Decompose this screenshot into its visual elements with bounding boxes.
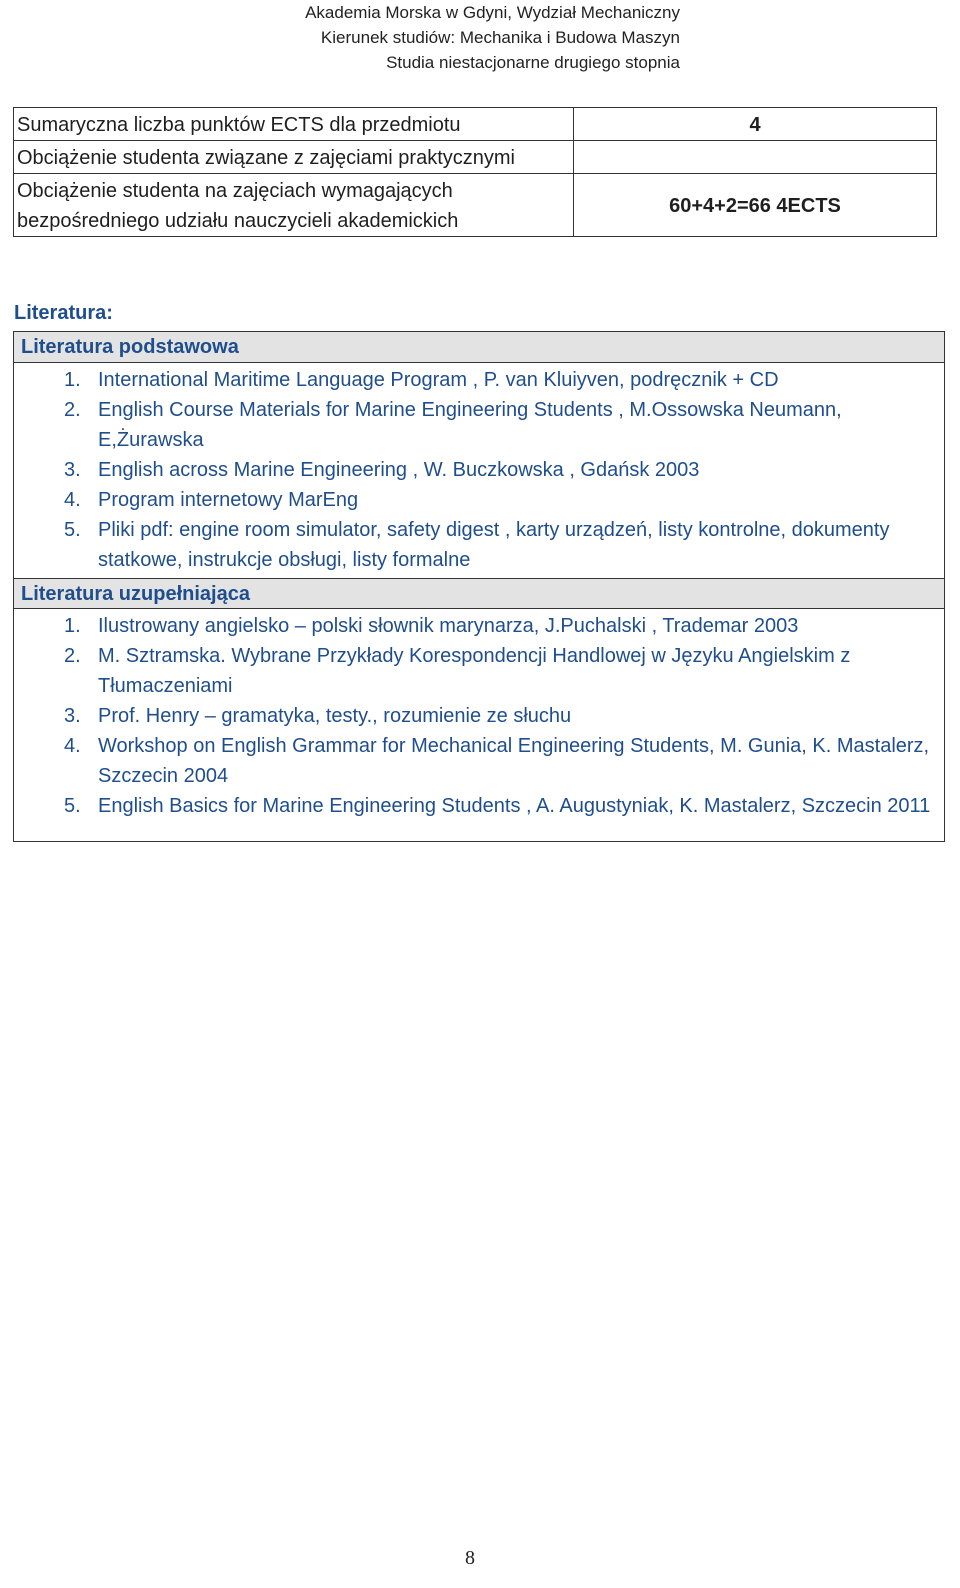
item-number: 2. — [64, 645, 81, 667]
document-header — [305, 0, 680, 75]
ects-total-label: Sumaryczna liczba punktów ECTS dla przedmiotu — [14, 108, 574, 141]
table-row — [14, 108, 937, 141]
list-item — [14, 365, 944, 395]
list-item — [14, 791, 944, 821]
header-line-level: Studia niestacjonarne drugiego stopnia — [386, 53, 680, 72]
header-line-institution: Akademia Morska w Gdyni, Wydział Mechaniczny — [305, 3, 680, 22]
item-text: English across Marine Engineering , W. Buczkowska , Gdańsk 2003 — [98, 459, 700, 481]
item-text: Pliki pdf: engine room simulator, safety digest , karty urządzeń, listy kontrolne, dokumenty statkowe, instrukcje obsługi, listy formalne — [98, 519, 890, 571]
list-item — [14, 701, 944, 731]
item-text: English Basics for Marine Engineering Students , A. Augustyniak, K. Mastalerz, Szczecin 2011 — [98, 795, 931, 817]
ects-contact-label: Obciążenie studenta na zajęciach wymagających bezpośredniego udziału nauczycieli akademickich — [14, 174, 574, 237]
list-item — [14, 641, 944, 701]
item-number: 3. — [64, 459, 81, 481]
item-number: 2. — [64, 399, 81, 421]
list-item — [14, 485, 944, 515]
item-text: Ilustrowany angielsko – polski słownik marynarza, J.Puchalski , Trademar 2003 — [98, 615, 799, 637]
item-text: Workshop on English Grammar for Mechanical Engineering Students, M. Gunia, K. Mastalerz, Szczecin 2004 — [98, 735, 930, 787]
basic-literature-title: Literatura podstawowa — [14, 332, 944, 363]
item-number: 5. — [64, 519, 81, 541]
supplementary-literature-list — [14, 609, 944, 824]
table-row — [14, 174, 937, 237]
item-number: 4. — [64, 735, 81, 757]
item-number: 3. — [64, 705, 81, 727]
item-number: 1. — [64, 369, 81, 391]
literature-box — [13, 331, 945, 842]
item-number: 5. — [64, 795, 81, 817]
list-item — [14, 515, 944, 575]
item-text: Prof. Henry – gramatyka, testy., rozumienie ze słuchu — [98, 705, 572, 727]
table-row — [14, 141, 937, 174]
list-item — [14, 455, 944, 485]
item-text: International Maritime Language Program , P. van Kluiyven, podręcznik + CD — [98, 369, 779, 391]
list-item — [14, 731, 944, 791]
item-text: English Course Materials for Marine Engineering Students , M.Ossowska Neumann, E,Żurawska — [98, 399, 842, 451]
list-item — [14, 395, 944, 455]
supplementary-literature-title: Literatura uzupełniająca — [14, 578, 944, 609]
item-number: 4. — [64, 489, 81, 511]
item-number: 1. — [64, 615, 81, 637]
item-text: M. Sztramska. Wybrane Przykłady Korespondencji Handlowej w Języku Angielskim z Tłumaczeniami — [98, 645, 851, 697]
ects-contact-value: 60+4+2=66 4ECTS — [574, 174, 937, 237]
list-item — [14, 611, 944, 641]
item-text: Program internetowy MarEng — [98, 489, 359, 511]
ects-practical-value — [574, 141, 937, 174]
ects-table — [13, 107, 937, 237]
literature-heading: Literatura: — [14, 302, 113, 324]
header-line-field: Kierunek studiów: Mechanika i Budowa Maszyn — [320, 28, 680, 47]
page-number: 8 — [465, 1547, 475, 1569]
ects-total-value: 4 — [574, 108, 937, 141]
ects-practical-label: Obciążenie studenta związane z zajęciami praktycznymi — [14, 141, 574, 174]
basic-literature-list — [14, 363, 944, 578]
